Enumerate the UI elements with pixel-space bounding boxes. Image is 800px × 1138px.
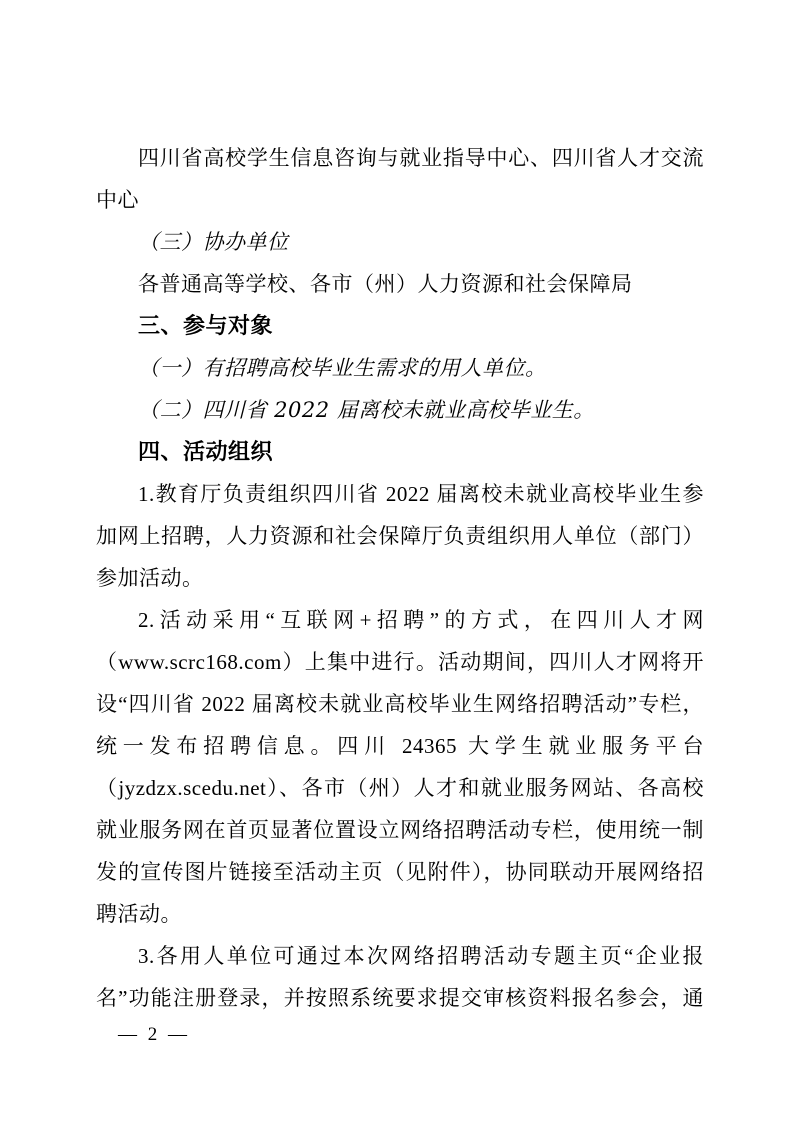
line-activity-item2-b: （www.scrc168.com）上集中进行。活动期间，四川人才网将开 <box>96 650 704 674</box>
line-activity-item2-a: 2.活动采用“互联网+招聘”的方式，在四川人才网 <box>138 608 704 632</box>
line-activity-item2-g: 发的宣传图片链接至活动主页（见附件），协同联动开展网络招 <box>96 860 704 884</box>
page-number: — 2 — <box>118 1024 190 1045</box>
line-activity-item2-f: 就业服务网在首页显著位置设立网络招聘活动专栏，使用统一制 <box>96 818 704 842</box>
line-organizer-continuation: 四川省高校学生信息咨询与就业指导中心、四川省人才交流 <box>138 146 704 170</box>
line-participant-employers: （一）有招聘高校毕业生需求的用人单位。 <box>138 356 547 380</box>
line-activity-item2-h: 聘活动。 <box>96 902 182 926</box>
line-activity-item2-c: 设“四川省 2022 届离校未就业高校毕业生网络招聘活动”专栏， <box>96 692 704 716</box>
line-activity-item1-b: 加网上招聘，人力资源和社会保障厅负责组织用人单位（部门） <box>96 524 704 548</box>
heading-participants: 三、参与对象 <box>138 313 274 338</box>
line-activity-item3-b: 名”功能注册登录，并按照系统要求提交审核资料报名参会，通 <box>96 986 704 1010</box>
line-activity-item1-a: 1.教育厅负责组织四川省 2022 届离校未就业高校毕业生参 <box>138 482 704 506</box>
line-activity-item1-c: 参加活动。 <box>96 566 204 590</box>
line-activity-item2-d: 统一发布招聘信息。四川 24365 大学生就业服务平台 <box>96 734 704 758</box>
heading-activity-organization: 四、活动组织 <box>138 439 274 464</box>
line-activity-item2-e: （jyzdzx.scedu.net）、各市（州）人才和就业服务网站、各高校 <box>96 776 704 800</box>
line-co-organizer-units: 各普通高等学校、各市（州）人力资源和社会保障局 <box>138 272 633 296</box>
subheading-co-organizer: （三）协办单位 <box>138 230 289 254</box>
line-activity-item3-a: 3.各用人单位可通过本次网络招聘活动专题主页“企业报 <box>138 944 704 968</box>
line-participant-graduates: （二）四川省 2022 届离校未就业高校毕业生。 <box>138 398 595 422</box>
line-organizer-continuation-2: 中心 <box>96 188 139 212</box>
document-body <box>96 137 704 1019</box>
